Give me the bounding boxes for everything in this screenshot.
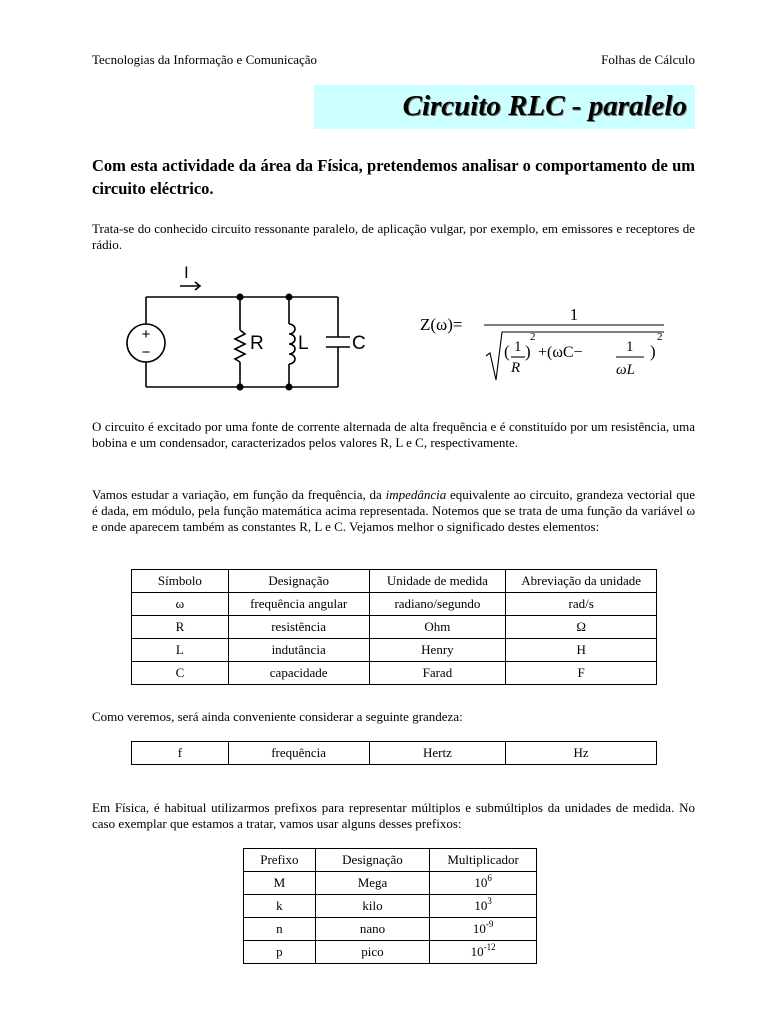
formula-exponent-a: 2: [530, 331, 536, 343]
resistor-label: R: [250, 333, 264, 354]
page-title: Circuito RLC - paralelo: [402, 90, 687, 122]
intro-paragraph: Com esta actividade da área da Física, pretendemos analisar o comportamento de um circuito eléctrico.: [92, 156, 695, 198]
header-cell: Designação: [315, 849, 430, 872]
formula-omega-l: ωL: [616, 362, 635, 378]
table-cell: [430, 872, 537, 895]
header-cell: Prefixo: [244, 849, 316, 872]
table-cell: k: [244, 895, 316, 918]
source-plus-sign: +: [141, 326, 151, 343]
multiplier-base: 10: [474, 875, 488, 890]
table-cell: F: [506, 662, 657, 685]
multiplier-base: 10: [472, 921, 486, 936]
source-minus-sign: −: [141, 344, 151, 361]
table-cell: p: [244, 941, 316, 964]
table-cell: rad/s: [506, 593, 657, 616]
table-row: [244, 895, 537, 918]
title-box: [314, 85, 695, 129]
impedance-formula: [418, 296, 678, 386]
formula-inner-r: R: [511, 360, 521, 376]
table-cell: ω: [132, 593, 229, 616]
paragraph-3-after: equivalente ao circuito, grandeza vectorial que é dada, em módulo, pela função matemática acima representada. Notemos que se trata de uma função da variável ω e onde aparecem também as constantes R, L e C. Vejamos melhor o significado destes elementos:: [92, 487, 695, 534]
variables-table: [131, 569, 657, 685]
table-row: [132, 662, 657, 685]
paragraph-5: Em Física, é habitual utilizarmos prefixos para representar múltiplos e submúltiplos da unidades de medida. No caso exemplar que estamos a tratar, vamos usar alguns desses prefixos:: [92, 800, 695, 831]
table-cell: [430, 918, 537, 941]
table-row: [244, 918, 537, 941]
table-cell: H: [506, 639, 657, 662]
table-cell: Ohm: [369, 616, 506, 639]
svg-text:(: (: [504, 342, 510, 361]
table-row: [132, 616, 657, 639]
paragraph-2: O circuito é excitado por uma fonte de corrente alternada de alta frequência e é constituído por um resistência, uma bobina e um condensador, caracterizados pelos valores R, L e C, respectivamente.: [92, 419, 695, 450]
formula-omega-c: +(ωC−: [538, 344, 583, 361]
frequency-table: [131, 741, 657, 765]
multiplier-exponent: -9: [485, 919, 494, 929]
formula-lhs: Z(ω)=: [420, 315, 463, 334]
table-cell: Mega: [315, 872, 430, 895]
paragraph-4: Como veremos, será ainda conveniente considerar a seguinte grandeza:: [92, 709, 463, 724]
table-cell: C: [132, 662, 229, 685]
table-cell: frequência: [228, 742, 369, 765]
table-cell: resistência: [228, 616, 369, 639]
table-cell: nano: [315, 918, 430, 941]
table-cell: pico: [315, 941, 430, 964]
table-row: [244, 872, 537, 895]
header-left: Tecnologias da Informação e Comunicação: [92, 52, 318, 67]
table-row: [244, 941, 537, 964]
formula-exponent-b: 2: [657, 331, 663, 343]
header-cell: Designação: [228, 570, 369, 593]
table-header-row: [244, 849, 537, 872]
table-cell: Hz: [506, 742, 657, 765]
table-cell: capacidade: [228, 662, 369, 685]
table-cell: radiano/segundo: [369, 593, 506, 616]
paragraph-3-before: Vamos estudar a variação, em função da frequência, da: [92, 487, 386, 502]
table-row: [132, 742, 657, 765]
table-cell: Henry: [369, 639, 506, 662]
table-cell: f: [132, 742, 229, 765]
svg-text:): ): [650, 342, 656, 361]
multiplier-base: 10: [470, 944, 484, 959]
multiplier-exponent: 6: [487, 873, 492, 883]
table-cell: Ω: [506, 616, 657, 639]
table-row: [132, 639, 657, 662]
svg-text:): ): [525, 342, 531, 361]
header-cell: Símbolo: [132, 570, 229, 593]
multiplier-exponent: 3: [487, 896, 492, 906]
multiplier-exponent: -12: [483, 942, 496, 952]
table-cell: frequência angular: [228, 593, 369, 616]
table-row: [132, 593, 657, 616]
prefix-table: [243, 848, 537, 964]
table-cell: R: [132, 616, 229, 639]
current-label: I: [184, 263, 189, 282]
table-cell: L: [132, 639, 229, 662]
table-cell: Farad: [369, 662, 506, 685]
table-cell: indutância: [228, 639, 369, 662]
header-right: Folhas de Cálculo: [601, 52, 695, 67]
table-cell: [430, 895, 537, 918]
table-cell: Hertz: [369, 742, 506, 765]
formula-inner-one-a: 1: [514, 339, 522, 355]
table-cell: M: [244, 872, 316, 895]
formula-inner-one-b: 1: [626, 339, 634, 355]
impedance-term: impedância: [385, 487, 447, 502]
capacitor-label: C: [352, 333, 366, 354]
table-cell: kilo: [315, 895, 430, 918]
table-cell: n: [244, 918, 316, 941]
paragraph-1: Trata-se do conhecido circuito ressonante paralelo, de aplicação vulgar, por exemplo, em emissores e receptores de rádio.: [92, 221, 695, 252]
paragraph-3: [92, 487, 695, 535]
table-cell: [430, 941, 537, 964]
header-cell: Unidade de medida: [369, 570, 506, 593]
table-header-row: [132, 570, 657, 593]
formula-numerator: 1: [569, 305, 579, 324]
multiplier-base: 10: [474, 898, 488, 913]
rlc-circuit-diagram: [120, 258, 366, 393]
inductor-label: L: [298, 333, 309, 354]
header-cell: Multiplicador: [430, 849, 537, 872]
header-cell: Abreviação da unidade: [506, 570, 657, 593]
